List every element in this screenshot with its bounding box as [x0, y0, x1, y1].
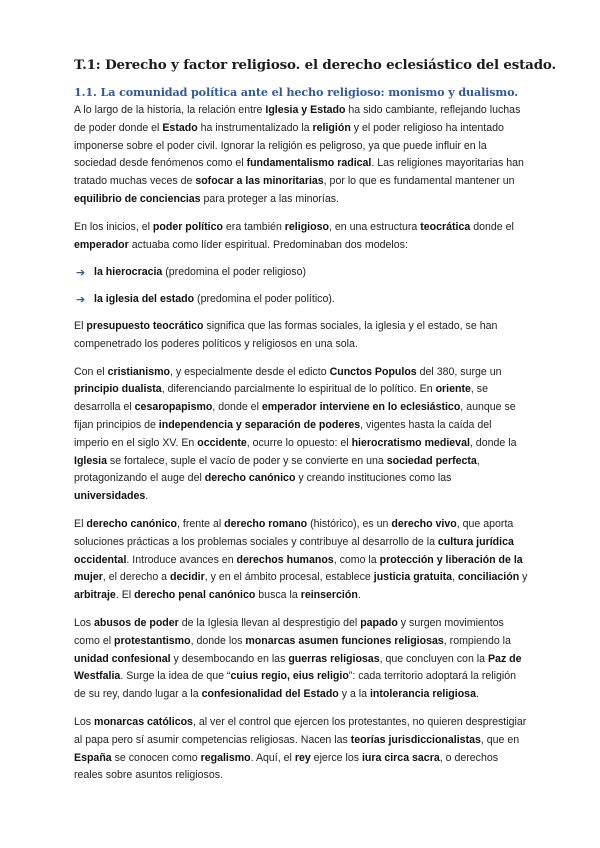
- text: .: [357, 589, 361, 602]
- text: para proteger a las minorías.: [200, 192, 339, 205]
- text: era también: [222, 220, 285, 233]
- text: (histórico), es un: [307, 517, 392, 530]
- text: donde el: [470, 220, 514, 233]
- highlight: papado: [360, 616, 398, 629]
- highlight: justicia gratuita: [373, 571, 453, 584]
- highlight: conciliación: [457, 571, 520, 584]
- highlight: Estado: [162, 121, 198, 134]
- highlight: emperador: [74, 238, 129, 251]
- highlight: cristianismo: [107, 365, 170, 378]
- text: , en una estructura: [328, 220, 421, 233]
- highlight: teocrática: [420, 220, 471, 233]
- text: actuaba como líder espiritual. Predominaban dos modelos:: [128, 238, 408, 251]
- highlight: sociedad perfecta: [386, 454, 477, 467]
- highlight: presupuesto teocrático: [86, 319, 204, 332]
- text: ”: cada territorio adoptará la religión de su rey, dando lugar a la: [74, 670, 517, 701]
- highlight: unidad confesional: [74, 652, 171, 665]
- arrow-right-icon: ➔: [76, 266, 86, 280]
- text: se conocen como: [111, 751, 201, 764]
- text: Con el: [74, 365, 108, 378]
- text: , rompiendo la: [443, 634, 511, 647]
- models-list: [74, 264, 528, 309]
- highlight: derecho romano: [224, 517, 308, 530]
- paragraph-intro: [74, 102, 528, 209]
- highlight: protestantismo: [114, 634, 191, 647]
- text: , por lo que es fundamental mantener un: [323, 175, 515, 188]
- text: A lo largo de la historia, la relación entre: [74, 104, 266, 116]
- highlight: equilibrio de conciencias: [74, 192, 201, 205]
- text: , y en el ámbito procesal, establece: [204, 571, 374, 584]
- highlight: religioso: [284, 220, 329, 233]
- text: , donde el: [212, 401, 262, 414]
- highlight: monarcas católicos: [94, 715, 193, 728]
- highlight: independencia y separación de poderes: [158, 418, 361, 431]
- text: , aunque se fijan principios de: [74, 401, 516, 431]
- paragraph-origins: [74, 219, 528, 255]
- highlight: cultura jurídica occidental: [74, 535, 514, 566]
- text: y creando instituciones como las: [295, 472, 452, 485]
- highlight: cesaropapismo: [134, 401, 213, 414]
- highlight: España: [74, 751, 112, 764]
- highlight: Iglesia y Estado: [265, 104, 346, 116]
- highlight: universidades: [74, 490, 146, 503]
- highlight: Paz de Westfalia: [74, 652, 522, 683]
- paragraph-canon-law: [74, 516, 528, 605]
- text: , frente al: [177, 517, 225, 530]
- text: , o derechos reales sobre asuntos religiosos.: [74, 751, 499, 782]
- highlight: regalismo: [200, 751, 251, 764]
- text: ,: [452, 571, 458, 584]
- highlight: fundamentalismo radical: [246, 157, 372, 170]
- text: significa que las formas sociales, la iglesia y el estado, se han compenetrado los poderes políticos y religiosos en una sola.: [74, 319, 498, 350]
- text: de la Iglesia llevan al desprestigio del: [178, 616, 361, 629]
- text: , que concluyen con la: [379, 652, 488, 665]
- text: .: [145, 490, 149, 503]
- highlight: la hierocracia: [94, 266, 163, 279]
- list-item: [74, 291, 528, 309]
- highlight: reinserción: [300, 589, 358, 602]
- highlight: hierocratismo medieval: [351, 436, 470, 449]
- paragraph-theocratic: [74, 318, 528, 354]
- text: Los: [74, 715, 95, 728]
- text: Los: [74, 616, 95, 629]
- text: (predomina el poder político).: [194, 293, 335, 306]
- text: y: [519, 571, 528, 584]
- text: busca la: [255, 589, 301, 602]
- paragraph-christianity: [74, 364, 528, 506]
- highlight: oriente: [435, 383, 471, 396]
- text: . Introduce avances en: [126, 553, 237, 566]
- highlight: derecho canónico: [204, 472, 296, 485]
- list-item: [74, 264, 528, 282]
- text: ha sido cambiante, reflejando luchas de poder donde el: [74, 104, 521, 134]
- text: ejerce los: [310, 751, 362, 764]
- highlight: iura circa sacra: [361, 751, 440, 764]
- arrow-right-icon: ➔: [76, 293, 86, 307]
- text: , que aporta soluciones prácticas a los problemas sociales y contribuye al desarrollo de la: [74, 517, 514, 548]
- highlight: derecho penal canónico: [134, 589, 256, 602]
- text: El: [74, 517, 87, 530]
- highlight: derechos humanos: [236, 553, 334, 566]
- text: , el derecho a: [102, 571, 170, 584]
- text: , vigentes hasta la caída del imperio en el siglo XV. En: [74, 418, 492, 449]
- highlight: arbitraje: [74, 589, 116, 602]
- highlight: cuius regio, eius religio: [230, 670, 349, 683]
- text: . El: [115, 589, 135, 602]
- text: se fortalece, suple el vacío de poder y se convierte en una: [106, 454, 387, 467]
- highlight: confesionalidad del Estado: [201, 688, 339, 701]
- highlight: derecho vivo: [391, 517, 457, 530]
- highlight: intolerancia religiosa: [369, 688, 476, 701]
- text: El: [74, 319, 87, 332]
- text: , donde los: [190, 634, 246, 647]
- text: y surgen movimientos como el: [74, 616, 504, 647]
- text: , protagonizando el auge del: [74, 454, 480, 485]
- highlight: Iglesia: [74, 454, 107, 467]
- highlight: occidente: [197, 436, 247, 449]
- text: y el poder religioso ha intentado imponerse sobre el poder civil. Ignorar la religión es peligroso, ya que puede influir en la sociedad desde fenómenos como el: [74, 121, 504, 170]
- text: (predomina el poder religioso): [162, 266, 306, 279]
- paragraph-catholic-monarchs: [74, 714, 528, 785]
- highlight: abusos de poder: [94, 616, 179, 629]
- text: , donde la: [469, 436, 517, 449]
- text: , al ver el control que ejercen los protestantes, no quieren desprestigiar al papa pero sí asumir competencias religiosas. Nacen las: [74, 715, 527, 746]
- highlight: monarcas asumen funciones religiosas: [245, 634, 444, 647]
- highlight: Cunctos Populos: [329, 365, 417, 378]
- highlight: protección y liberación de la mujer: [74, 553, 523, 584]
- text: , diferenciando parcialmente lo espiritual de lo político. En: [161, 383, 436, 396]
- highlight: poder político: [152, 220, 223, 233]
- section-heading: 1.1. La comunidad política ante el hecho religioso: monismo y dualismo.: [74, 85, 518, 99]
- highlight: rey: [294, 751, 311, 764]
- text: y desembocando en las: [170, 652, 289, 665]
- text: , ocurre lo opuesto: el: [246, 436, 352, 449]
- highlight: principio dualista: [74, 383, 162, 396]
- text: del 380, surge un: [416, 365, 502, 378]
- text: . Las religiones mayoritarias han tratado muchas veces de: [74, 157, 524, 188]
- highlight: guerras religiosas: [288, 652, 380, 665]
- paragraph-protestantism: [74, 615, 528, 704]
- text: . Surge la idea de que “: [120, 670, 231, 683]
- highlight: derecho canónico: [86, 517, 178, 530]
- highlight: teorías jurisdiccionalistas: [350, 733, 481, 746]
- text: .: [475, 688, 479, 701]
- text: . Aquí, el: [250, 751, 295, 764]
- highlight: sofocar a las minoritarias: [195, 175, 324, 188]
- highlight: la iglesia del estado: [94, 293, 195, 306]
- highlight: decidir: [170, 571, 205, 584]
- text: , se desarrolla el: [74, 383, 488, 414]
- highlight: emperador interviene en lo eclesiástico: [261, 401, 461, 414]
- text: , que en: [480, 733, 520, 746]
- text: , y especialmente desde el edicto: [170, 365, 330, 378]
- text: , como la: [333, 553, 380, 566]
- text: ha instrumentalizado la: [197, 121, 313, 134]
- highlight: religión: [312, 121, 351, 134]
- page-title: T.1: Derecho y factor religioso. el derecho eclesiástico del estado.: [74, 57, 556, 73]
- text: y a la: [338, 688, 370, 701]
- text: En los inicios, el: [74, 220, 153, 233]
